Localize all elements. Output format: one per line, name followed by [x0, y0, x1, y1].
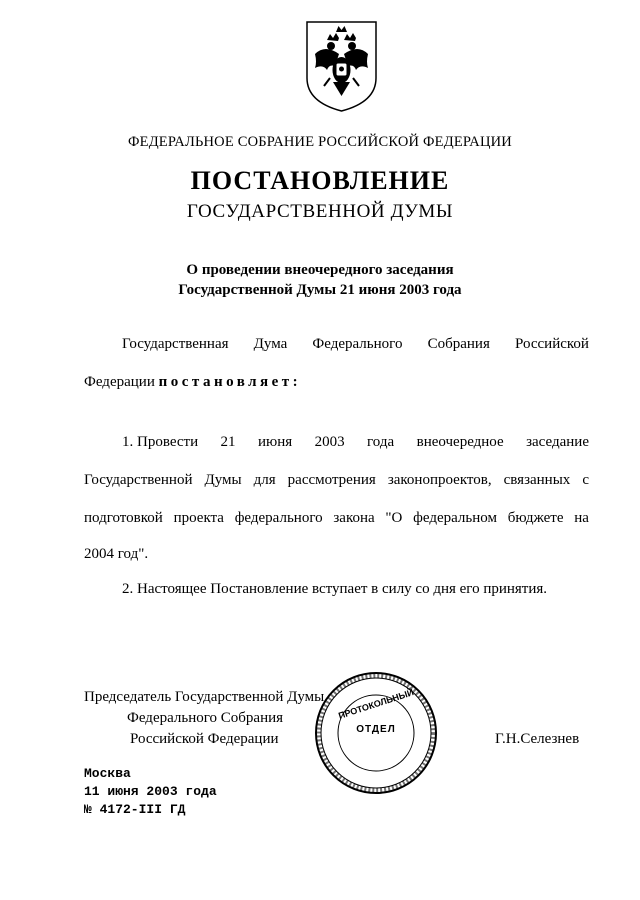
subject-line-1: О проведении внеочередного заседания	[186, 262, 454, 278]
preamble-word: Федерального	[312, 336, 403, 352]
item-1-line-4: 2004 год".	[84, 546, 149, 562]
item-word: Думы	[204, 472, 242, 488]
signatory-title-line-2: Федерального Собрания	[127, 710, 284, 726]
item-word: июня	[257, 434, 293, 450]
document-type-title: ПОСТАНОВЛЕНИЕ	[190, 166, 450, 195]
signatory-title-line-3: Российской Федерации	[130, 731, 279, 747]
preamble-word: Дума	[253, 336, 288, 352]
item-word: 21	[220, 434, 236, 450]
item-2: 2. Настоящее Постановление вступает в силу со дня его принятия.	[122, 581, 548, 597]
signatory-name: Г.Н.Селезнев	[495, 731, 580, 747]
preamble-word: Государственная	[122, 336, 229, 352]
item-word: Государственной	[84, 472, 193, 488]
item-word: закона	[333, 510, 375, 526]
preamble-line-2	[84, 374, 589, 391]
item-word: законопроектов,	[387, 472, 492, 488]
issuer-title: ГОСУДАРСТВЕННОЙ ДУМЫ	[186, 201, 454, 222]
item-1-line-1	[122, 434, 589, 451]
item-word: федерального	[234, 510, 323, 526]
item-word: для	[253, 472, 276, 488]
stamp-top-text: ПРОТОКОЛЬНЫЙ	[337, 687, 415, 721]
item-word: 2003	[314, 434, 345, 450]
item-word: связанных	[503, 472, 571, 488]
preamble-word: Российской	[515, 336, 589, 352]
stamp-center-text: ОТДЕЛ	[356, 724, 396, 735]
signatory-title-line-1: Председатель Государственной Думы	[84, 689, 325, 705]
subject-line-2: Государственной Думы 21 июня 2003 года	[178, 282, 462, 298]
document-subject	[0, 260, 640, 300]
item-word: рассмотрения	[287, 472, 376, 488]
item-word: проекта	[173, 510, 224, 526]
preamble-line-1	[122, 336, 589, 353]
organization-heading: ФЕДЕРАЛЬНОЕ СОБРАНИЕ РОССИЙСКОЙ ФЕДЕРАЦИИ	[128, 134, 512, 150]
item-word: федеральном	[413, 510, 497, 526]
place-of-signing: Москва	[84, 766, 131, 781]
item-word: на	[574, 510, 589, 526]
item-word: года	[367, 434, 395, 450]
item-1-line-3	[84, 510, 589, 527]
signing-date: 11 июня 2003 года	[84, 784, 217, 799]
item-1-line-2	[84, 472, 589, 489]
item-word: "О	[385, 510, 403, 526]
item-word: внеочередное	[416, 434, 504, 450]
item-word: бюджете	[507, 510, 564, 526]
item-word: подготовкой	[84, 510, 163, 526]
item-word: 1. Провести	[122, 434, 199, 450]
preamble-text: Федерации	[84, 374, 159, 390]
decree-verb: постановляет:	[158, 374, 302, 390]
coat-of-arms-emblem	[303, 18, 380, 114]
item-word: с	[582, 472, 589, 488]
item-word: заседание	[526, 434, 589, 450]
preamble-word: Собрания	[427, 336, 490, 352]
document-number: № 4172-III ГД	[84, 802, 186, 817]
official-stamp	[313, 670, 439, 796]
